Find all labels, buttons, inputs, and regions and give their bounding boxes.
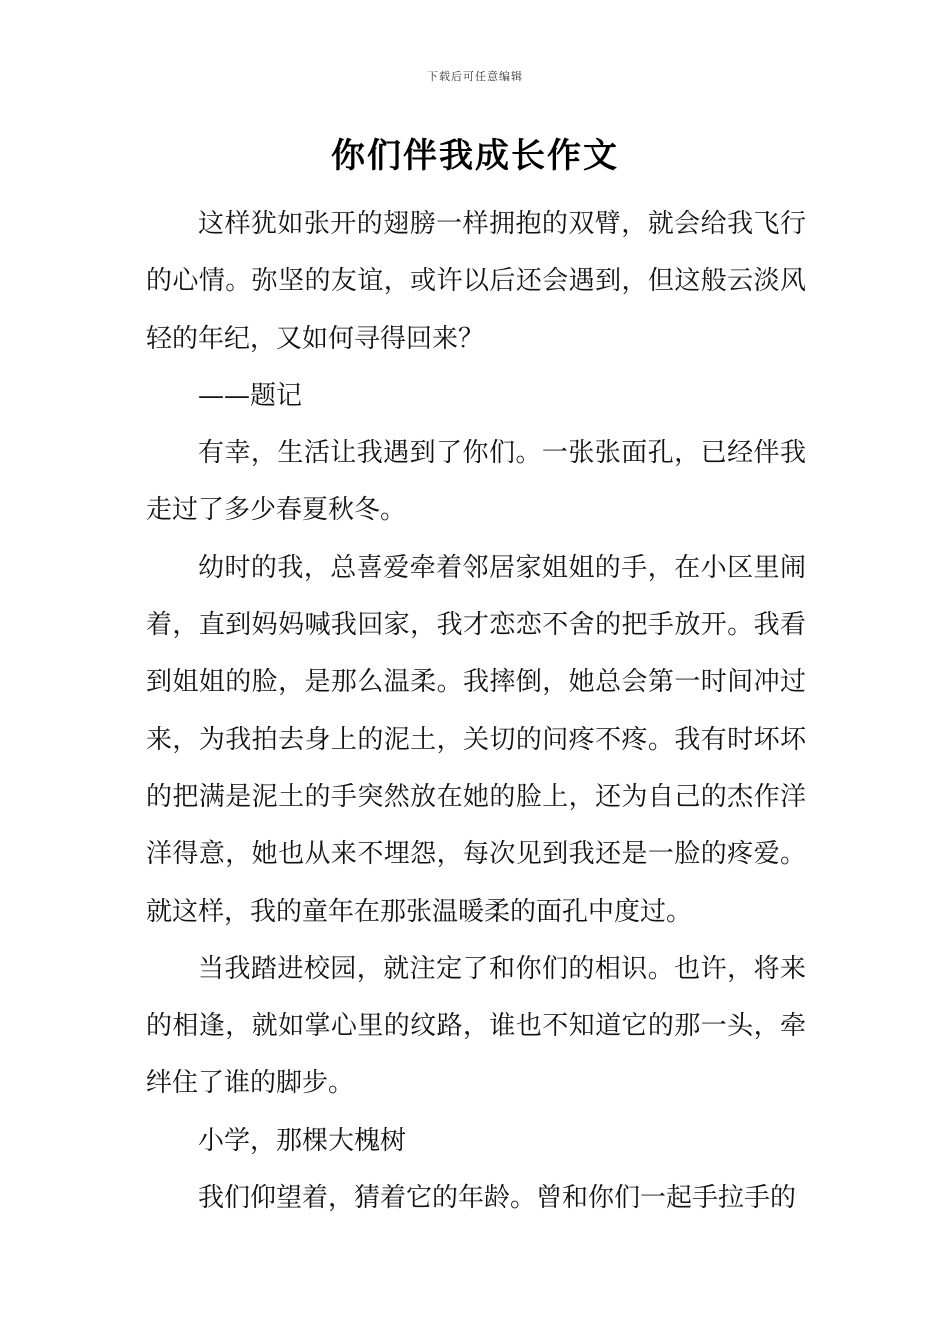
paragraph: 当我踏进校园，就注定了和你们的相识。也许，将来的相逢，就如掌心里的纹路，谁也不知道它的那一头，牵绊住了谁的脚步。 (146, 953, 806, 1099)
paragraph: ——题记 (198, 380, 303, 411)
paragraph: 我们仰望着，猜着它的年龄。曾和你们一起手拉手的 (198, 1183, 797, 1214)
paragraph: 小学，那棵大槐树 (198, 1125, 407, 1156)
paragraph: 这样犹如张开的翅膀一样拥抱的双臂，就会给我飞行的心情。弥坚的友谊，或许以后还会遇到，但这般云淡风轻的年纪，又如何寻得回来？ (146, 209, 806, 354)
paragraph: 有幸，生活让我遇到了你们。一张张面孔，已经伴我走过了多少春夏秋冬。 (146, 438, 806, 526)
document-body (146, 196, 806, 1227)
document-title: 你们伴我成长作文 (331, 136, 619, 176)
header-note: 下载后可任意编辑 (427, 70, 523, 83)
paragraph: 幼时的我，总喜爱牵着邻居家姐姐的手，在小区里闹着，直到妈妈喊我回家，我才恋恋不舍的把手放开。我看到姐姐的脸，是那么温柔。我摔倒，她总会第一时间冲过来，为我拍去身上的泥土，关切的问疼不疼。我有时坏坏的把满是泥土的手突然放在她的脸上，还为自己的杰作洋洋得意，她也从来不埋怨，每次见到我还是一脸的疼爱。就这样，我的童年在那张温暖柔的面孔中度过。 (146, 552, 806, 927)
